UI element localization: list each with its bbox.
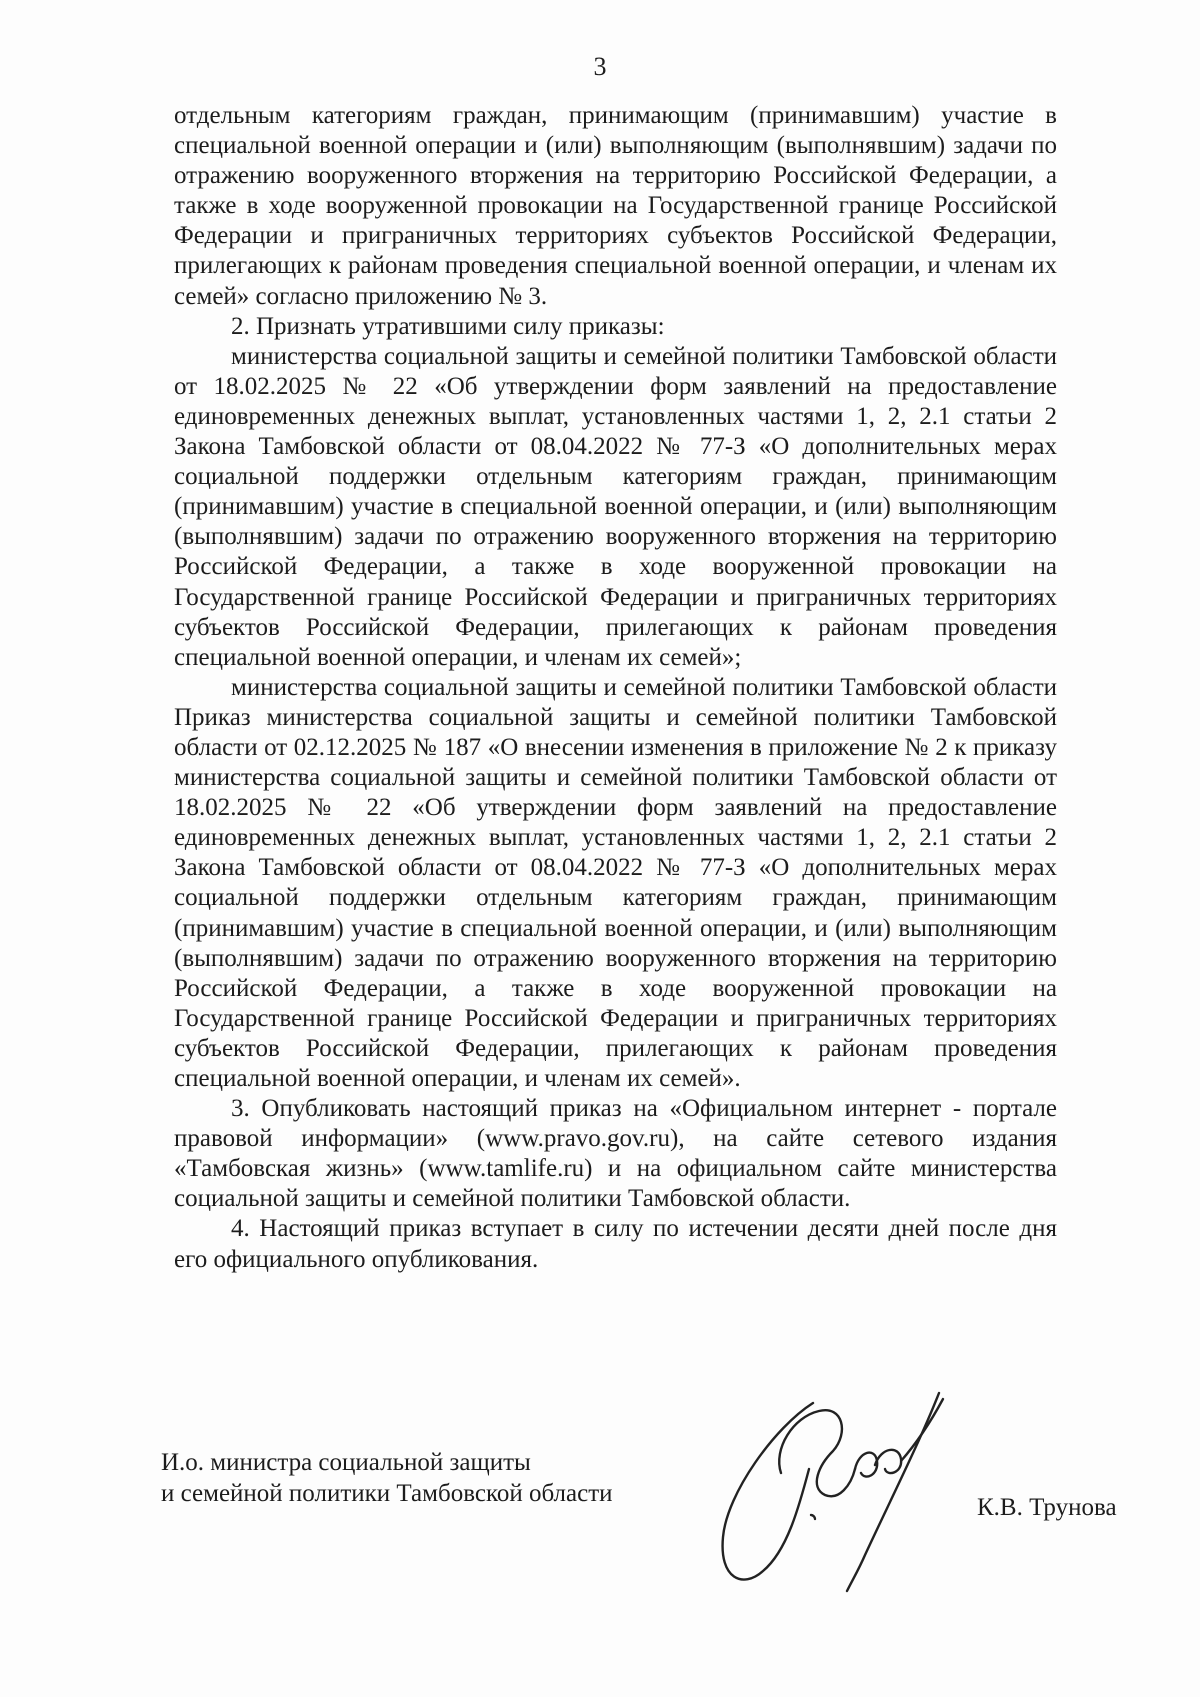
signatory-title-line-2: и семейной политики Тамбовской области xyxy=(161,1480,613,1507)
paragraph-repealed-order-1: министерства социальной защиты и семейной политики Тамбовской области от 18.02.2025 № 22 «Об утверждении форм заявлений на предоставление единовременных денежных выплат, установленных частями 1, 2, 2.1 статьи 2 Закона Тамбовской области от 08.04.2022 № 77-З «О дополнительных мерах социальной поддержки отдельным категориям граждан, принимающим (принимавшим) участие в специальной военной операции, и (или) выполняющим (выполнявшим) задачи по отражению вооруженного вторжения на территорию Российской Федерации, а также в ходе вооруженной провокации на Государственной границе Российской Федерации и приграничных территориях субъектов Российской Федерации, прилегающих к районам проведения специальной военной операции, и членам их семей»; xyxy=(174,342,1057,671)
paragraph-continuation: отдельным категориям граждан, принимающим (принимавшим) участие в специальной военной операции и (или) выполняющим (выполнявшим) задачи по отражению вооруженного вторжения на территорию Российской Федерации, а также в ходе вооруженной провокации на Государственной границе Российской Федерации и приграничных территориях субъектов Российской Федерации, прилегающих к районам проведения специальной военной операции, и членам их семей» согласно приложению № 3. xyxy=(174,102,1057,310)
paragraph-item-3: 3. Опубликовать настоящий приказ на «Официальном интернет - портале правовой информации» (www.pravo.gov.ru), на сайте сетевого издания «Тамбовская жизнь» (www.tamlife.ru) и на официальном сайте министерства социальной защиты и семейной политики Тамбовской области. xyxy=(174,1095,1057,1213)
paragraph-item-2: 2. Признать утратившими силу приказы: xyxy=(231,312,665,340)
handwritten-signature-icon xyxy=(715,1365,965,1605)
paragraph-item-4: 4. Настоящий приказ вступает в силу по истечении десяти дней после дня его официального опубликования. xyxy=(174,1215,1057,1273)
paragraph-repealed-order-2: министерства социальной защиты и семейной политики Тамбовской области Приказ министерства социальной защиты и семейной политики Тамбовской области от 02.12.2025 № 187 «О внесении изменения в приложение № 2 к приказу министерства социальной защиты и семейной политики Тамбовской области от 18.02.2025 № 22 «Об утверждении форм заявлений на предоставление единовременных денежных выплат, установленных частями 1, 2, 2.1 статьи 2 Закона Тамбовской области от 08.04.2022 № 77-З «О дополнительных мерах социальной поддержки отдельным категориям граждан, принимающим (принимавшим) участие в специальной военной операции, и (или) выполняющим (выполнявшим) задачи по отражению вооруженного вторжения на территорию Российской Федерации, а также в ходе вооруженной провокации на Государственной границе Российской Федерации и приграничных территориях субъектов Российской Федерации, прилегающих к районам проведения специальной военной операции, и членам их семей». xyxy=(174,673,1057,1092)
signatory-title xyxy=(161,1447,681,1509)
page-number: 3 xyxy=(593,52,607,81)
signatory-title-line-1: И.о. министра социальной защиты xyxy=(161,1449,531,1476)
document-body xyxy=(174,101,1057,1275)
signer-name: К.В. Трунова xyxy=(977,1494,1117,1521)
